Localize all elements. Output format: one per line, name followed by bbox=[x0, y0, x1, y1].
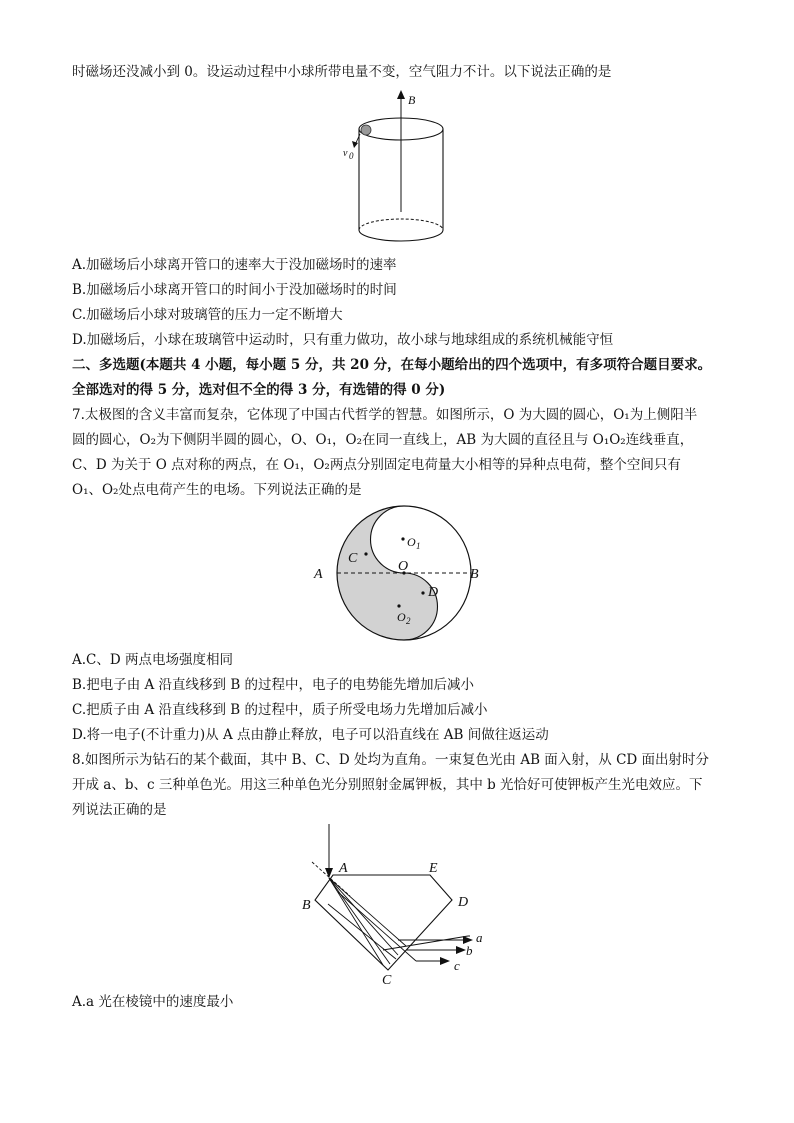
point-O1 bbox=[401, 537, 404, 540]
velocity-subscript: 0 bbox=[349, 151, 354, 161]
ray-inner-1 bbox=[328, 904, 396, 959]
ray-to-C-3 bbox=[329, 878, 398, 955]
option-8A: A.a 光在棱镜中的速度最小 bbox=[72, 994, 234, 1010]
field-label-B: B bbox=[408, 93, 416, 107]
option-7D: D.将一电子(不计重力)从 A 点由静止释放，电子可以沿直线在 AB 间做往返运动 bbox=[72, 727, 549, 743]
question-6-stem-end: 时磁场还没减小到 0。设运动过程中小球所带电量不变，空气阻力不计。以下说法正确的是 bbox=[72, 64, 612, 80]
label-B: B bbox=[302, 898, 311, 913]
label-B: B bbox=[470, 567, 479, 582]
option-7B: B.把电子由 A 沿直线移到 B 的过程中，电子的电势能先增加后减小 bbox=[72, 677, 475, 693]
point-O2 bbox=[397, 604, 400, 607]
option-6C: C.加磁场后小球对玻璃管的压力一定不断增大 bbox=[72, 307, 343, 323]
question-8-stem-2: 开成 a、b、c 三种单色光。用这三种单色光分别照射金属钾板，其中 b 光恰好可使钾板产生光电效应。下 bbox=[72, 777, 703, 793]
label-O2: O bbox=[397, 610, 406, 624]
point-D bbox=[421, 591, 424, 594]
option-6B: B.加磁场后小球离开管口的时间小于没加磁场时的时间 bbox=[72, 282, 397, 298]
label-O: O bbox=[398, 559, 409, 574]
option-7C: C.把质子由 A 沿直线移到 B 的过程中，质子所受电场力先增加后减小 bbox=[72, 702, 488, 718]
velocity-label: v bbox=[343, 148, 348, 159]
label-b: b bbox=[466, 943, 473, 958]
cylinder-bottom-front bbox=[359, 230, 443, 241]
diamond-figure bbox=[298, 822, 498, 990]
label-C: C bbox=[348, 551, 358, 566]
arrow-c bbox=[440, 957, 450, 965]
field-arrow-head bbox=[397, 90, 405, 99]
option-7A: A.C、D 两点电场强度相同 bbox=[72, 652, 233, 668]
label-E: E bbox=[429, 861, 438, 876]
arrow-b bbox=[456, 946, 466, 954]
label-A: A bbox=[314, 567, 323, 582]
label-D: D bbox=[428, 585, 439, 600]
section-heading-scoring: 全部选对的得 5 分，选对但不全的得 3 分，有选错的得 0 分) bbox=[72, 382, 446, 398]
label-D: D bbox=[458, 895, 469, 910]
question-8-stem-3: 列说法正确的是 bbox=[72, 802, 167, 818]
section-heading-multi-choice: 二、多选题(本题共 4 小题，每小题 5 分，共 20 分，在每小题给出的四个选项中，有多项符合题目要求。 bbox=[72, 357, 712, 373]
label-a: a bbox=[476, 930, 483, 945]
cylinder-figure bbox=[330, 88, 460, 253]
question-7-stem-3: C、D 为关于 O 点对称的两点，在 O₁，O₂两点分别固定电荷量大小相等的异种点电荷，整个空间只有 bbox=[72, 457, 681, 473]
option-6A: A.加磁场后小球离开管口的速率大于没加磁场时的速率 bbox=[72, 257, 397, 273]
ball bbox=[361, 125, 371, 135]
label-c: c bbox=[454, 958, 460, 973]
label-A: A bbox=[339, 861, 348, 876]
question-8-stem-1: 8.如图所示为钻石的某个截面，其中 B、C、D 处均为直角。一束复色光由 AB 面入射，从 CD 面出射时分 bbox=[72, 752, 710, 768]
label-O2-sub: 2 bbox=[406, 616, 411, 626]
label-O1: O bbox=[407, 535, 416, 549]
ray-inner-2 bbox=[338, 892, 416, 961]
question-7-stem-4: O₁、O₂处点电荷产生的电场。下列说法正确的是 bbox=[72, 482, 362, 498]
velocity-arrow-head bbox=[352, 141, 358, 148]
label-C: C bbox=[382, 973, 392, 988]
question-7-stem-1: 7.太极图的含义丰富而复杂，它体现了中国古代哲学的智慧。如图所示，O 为大圆的圆心，O₁为上侧阳半 bbox=[72, 407, 698, 423]
cylinder-bottom-back bbox=[359, 219, 443, 230]
label-O1-sub: 1 bbox=[416, 541, 421, 551]
ray-to-C-2 bbox=[329, 878, 390, 964]
point-C bbox=[364, 552, 367, 555]
question-7-stem-2: 圆的圆心，O₂为下侧阴半圆的圆心，O、O₁，O₂在同一直线上，AB 为大圆的直径且与 O₁O₂连线垂直， bbox=[72, 432, 694, 448]
taiji-figure bbox=[310, 503, 490, 643]
option-6D: D.加磁场后，小球在玻璃管中运动时，只有重力做功，故小球与地球组成的系统机械能守恒 bbox=[72, 332, 614, 348]
